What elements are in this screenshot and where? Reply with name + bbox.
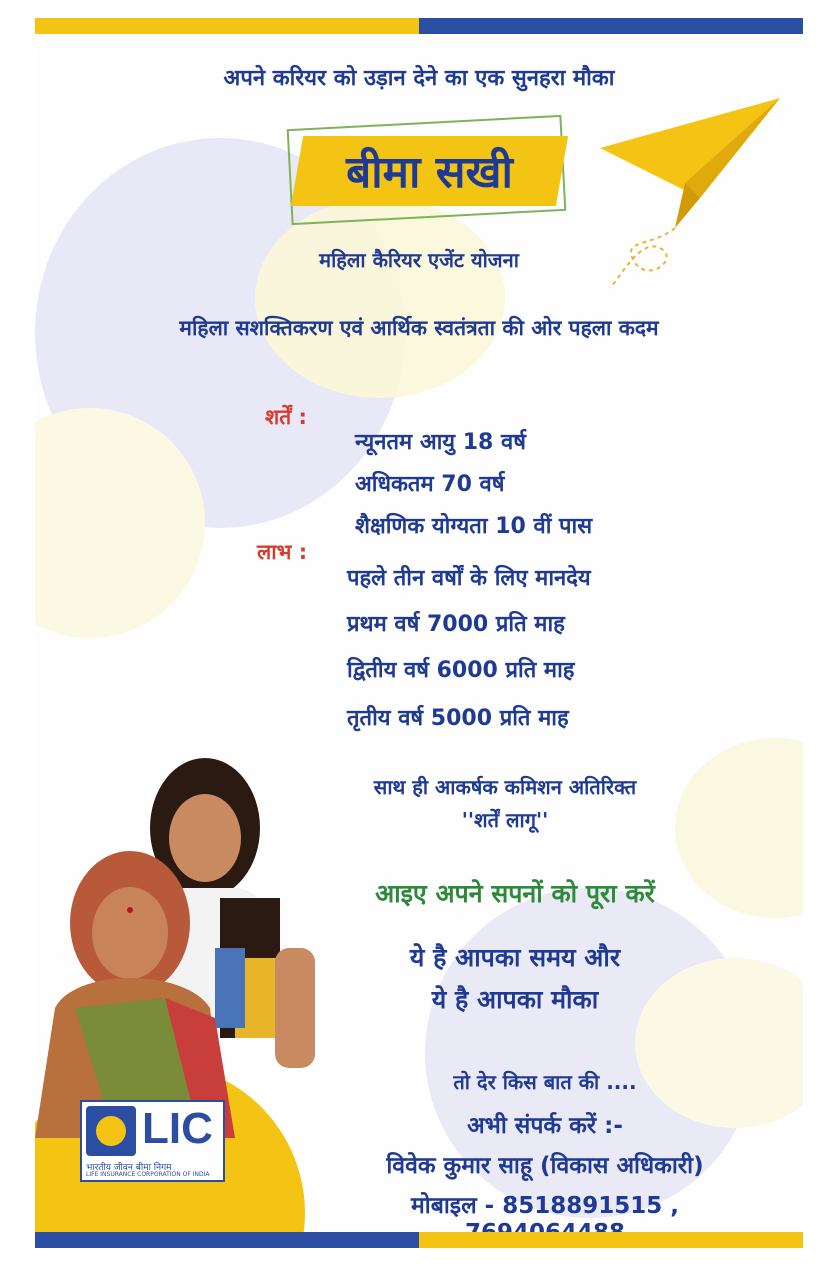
headline: महिला सशक्तिकरण एवं आर्थिक स्वतंत्रता की ओर पहला कदम bbox=[179, 316, 659, 340]
lic-hindi-name: भारतीय जीवन बीमा निगम bbox=[86, 1163, 172, 1173]
commission-text: साथ ही आकर्षक कमिशन अतिरिक्त bbox=[373, 775, 637, 799]
title-banner bbox=[297, 122, 562, 212]
tagline: अपने करियर को उड़ान देने का एक सुनहरा मौका bbox=[223, 66, 615, 91]
top-bar-blue bbox=[419, 18, 803, 34]
why-wait-text: तो देर किस बात की .... bbox=[453, 1070, 637, 1094]
terms-apply: ''शर्तें लागू'' bbox=[461, 808, 549, 832]
lic-english-name: LIFE INSURANCE CORPORATION OF INDIA bbox=[86, 1171, 210, 1178]
bottom-bar-blue bbox=[35, 1232, 419, 1248]
benefit-item: प्रथम वर्ष 7000 प्रति माह bbox=[347, 612, 565, 637]
women-illustration bbox=[35, 748, 335, 1138]
top-bar-yellow bbox=[35, 18, 419, 34]
chance-text: ये है आपका मौका bbox=[431, 985, 599, 1014]
contact-name: विवेक कुमार साहू (विकास अधिकारी) bbox=[386, 1153, 704, 1179]
contact-label: अभी संपर्क करें :- bbox=[467, 1113, 623, 1139]
contact-mobile: मोबाइल - 8518891515 , bbox=[410, 1193, 680, 1219]
condition-item: न्यूनतम आयु 18 वर्ष bbox=[355, 430, 526, 455]
dreams-text: आइए अपने सपनों को पूरा करें bbox=[375, 879, 655, 908]
condition-item: शैक्षणिक योग्यता 10 वीं पास bbox=[355, 514, 593, 539]
benefit-item: तृतीय वर्ष 5000 प्रति माह bbox=[347, 706, 569, 731]
conditions-label: शर्तें : bbox=[265, 405, 307, 429]
bottom-bar-yellow bbox=[419, 1232, 803, 1248]
lic-emblem-icon bbox=[86, 1106, 136, 1156]
lic-logo bbox=[80, 1100, 225, 1182]
benefit-item: द्वितीय वर्ष 6000 प्रति माह bbox=[347, 658, 575, 683]
benefit-item: पहले तीन वर्षों के लिए मानदेय bbox=[347, 566, 591, 591]
subtitle: महिला कैरियर एजेंट योजना bbox=[319, 248, 519, 272]
condition-item: अधिकतम 70 वर्ष bbox=[355, 472, 505, 497]
time-text: ये है आपका समय और bbox=[409, 943, 621, 972]
benefits-label: लाभ : bbox=[257, 540, 308, 564]
decor-circle bbox=[255, 198, 505, 398]
poster bbox=[35, 18, 803, 1248]
page-title: बीमा सखी bbox=[346, 147, 513, 198]
lic-logo-text: LIC bbox=[142, 1104, 213, 1153]
